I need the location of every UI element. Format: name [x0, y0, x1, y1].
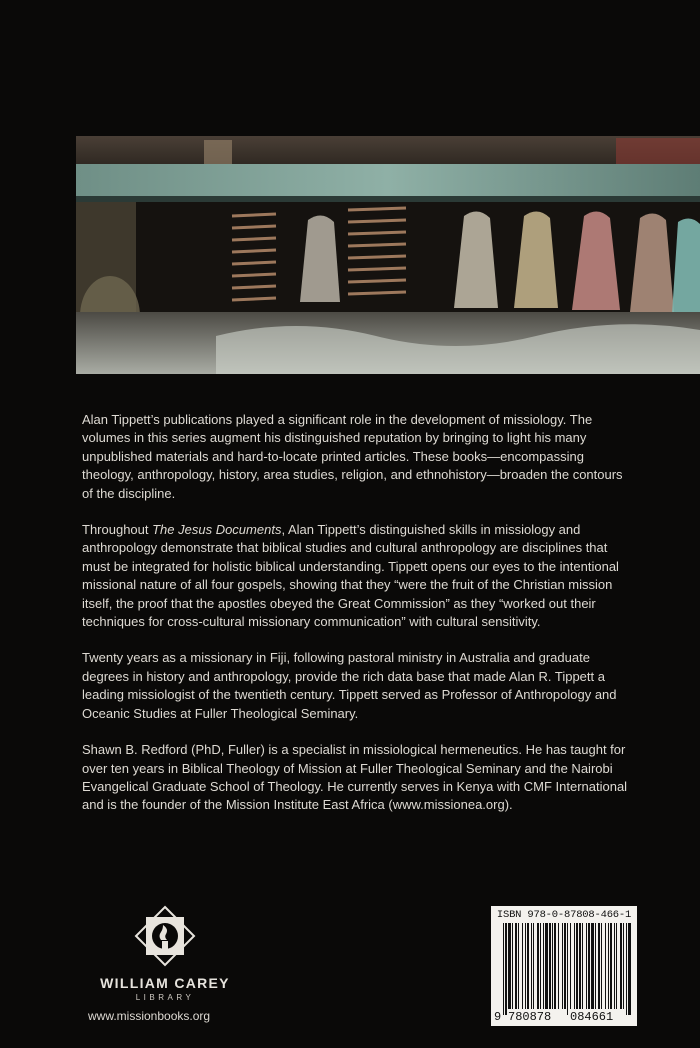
- barcode-bar: [522, 923, 523, 1009]
- barcode-bar: [591, 923, 594, 1009]
- barcode-bar: [623, 923, 624, 1009]
- paragraph-editor-bio: Shawn B. Redford (PhD, Fuller) is a specialist in missiological hermeneutics. He has taught for over ten years in Biblical Theology of Mission at Fuller Theological Seminary and the Nairobi Evangelical Graduate School of Theology. He currently serves in Kenya with CMF International and is the founder of the Mission Institute East Africa (www.missionea.org).: [82, 742, 628, 813]
- barcode-bar: [628, 923, 631, 1015]
- barcode-bar: [518, 923, 519, 1009]
- barcode-bar: [582, 923, 583, 1009]
- barcode-bar: [576, 923, 578, 1009]
- barcode-bar: [626, 923, 627, 1015]
- barcode-bar: [567, 923, 568, 1015]
- barcode-bar: [549, 923, 551, 1009]
- barcode-bar: [543, 923, 544, 1009]
- barcode-bar: [579, 923, 581, 1009]
- barcode-bar: [505, 923, 507, 1015]
- barcode-bar: [515, 923, 517, 1009]
- barcode-bar: [503, 923, 504, 1015]
- barcode-digit-first: 9: [494, 1010, 502, 1024]
- barcode-bar: [562, 923, 563, 1009]
- barcode-bar: [605, 923, 606, 1009]
- fresco-artwork: [76, 136, 700, 374]
- cover-blurb: [82, 411, 634, 815]
- paragraph-author-bio: Twenty years as a missionary in Fiji, following pastoral ministry in Australia and graduate degrees in history and anthropology, provide the rich data base that made Alan R. Tippett a leading missiologist of the twentieth century. Tippett served as Professor of Anthropology and Oceanic Studies at Fuller Theological Seminary.: [82, 650, 617, 721]
- barcode-bar: [574, 923, 575, 1009]
- barcode-bar: [620, 923, 622, 1009]
- barcode-bar: [588, 923, 590, 1009]
- barcode-bar: [601, 923, 602, 1009]
- publisher-logo: [70, 905, 260, 1002]
- book-title: The Jesus Documents: [152, 522, 282, 538]
- barcode-digits-right: 084661: [570, 1010, 614, 1024]
- paragraph-book-body: , Alan Tippett’s distinguished skills in missiology and anthropology demonstrate that biblical studies and cultural anthropology are disciplines that must be integrated for holistic biblical understanding. Tippett opens our eyes to the intentional missional nature of all four gospels, showing that they “were the fruit of the Christian mission itself, the proof that the apostles obeyed the Great Commission” as they “worked out their techniques for cross-cultural missionary communication” with cultural sensitivity.: [82, 522, 619, 630]
- barcode-bar: [570, 923, 571, 1009]
- paragraph-series: Alan Tippett’s publications played a significant role in the development of missiology. The volumes in this series augment his distinguished reputation by bringing to light his many unpublished materials and hard-to-locate printed articles. These books—encompassing theology, anthropology, history, area studies, religion, and ethnohistory—broaden the contours of the discipline.: [82, 412, 623, 501]
- barcode-bar: [564, 923, 566, 1009]
- barcode-bars: [491, 906, 637, 1026]
- barcode-bar: [595, 923, 596, 1009]
- publisher-subname: LIBRARY: [135, 993, 195, 1002]
- barcode-bar: [586, 923, 587, 1009]
- torch-emblem-icon: [134, 905, 196, 967]
- barcode-bar: [512, 923, 513, 1009]
- fresco-painting: [76, 136, 700, 374]
- barcode-bar: [508, 923, 511, 1009]
- publisher-website: www.missionbooks.org: [88, 1009, 211, 1023]
- barcode-bar: [616, 923, 617, 1009]
- barcode-bar: [527, 923, 529, 1009]
- isbn-number: ISBN 978-0-87808-466-1: [496, 909, 632, 921]
- paragraph-book-intro: Throughout: [82, 522, 153, 538]
- barcode-bar: [537, 923, 539, 1009]
- barcode-bar: [558, 923, 559, 1009]
- barcode-bar: [545, 923, 548, 1009]
- barcode-bar: [614, 923, 615, 1009]
- publisher-name: WILLIAM CAREY: [100, 975, 230, 991]
- barcode-bar: [598, 923, 600, 1009]
- barcode-bar: [540, 923, 541, 1009]
- barcode-bar: [554, 923, 556, 1009]
- barcode-bar: [533, 923, 534, 1009]
- barcode-digits-left: 780878: [508, 1010, 552, 1024]
- barcode-bar: [552, 923, 553, 1009]
- barcode-bar: [525, 923, 526, 1009]
- paragraph-book: [82, 521, 634, 631]
- barcode-bar: [610, 923, 612, 1009]
- barcode-bar: [531, 923, 532, 1009]
- isbn-barcode: [491, 906, 637, 1026]
- barcode-bar: [608, 923, 609, 1009]
